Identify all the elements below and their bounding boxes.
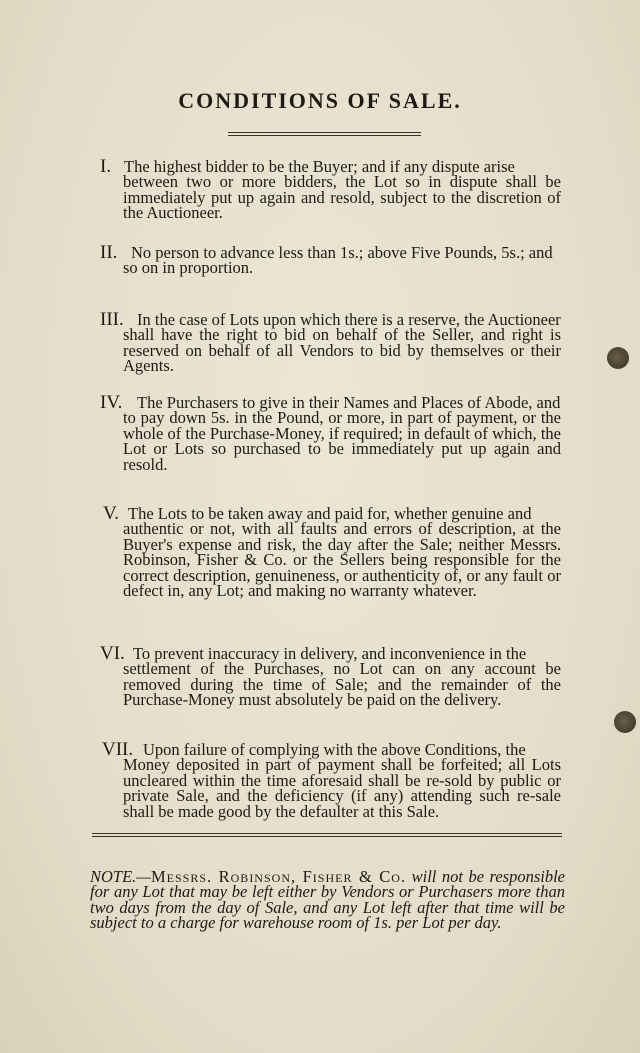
- condition-numeral: II.: [100, 242, 118, 263]
- condition-numeral: I.: [100, 156, 112, 177]
- title-rule: [228, 132, 421, 136]
- condition-first-line: No person to advance less than 1s.; above Five Pounds, 5s.; and: [131, 243, 553, 262]
- condition-text: settlement of the Purchases, no Lot can on any account be removed during the time of Sale; and the remainder of the Purchase-Money must absolutely be paid on the delivery.: [123, 659, 561, 710]
- condition-first-line: To prevent inaccuracy in delivery, and inconvenience in the: [133, 644, 527, 663]
- binding-hole: [607, 347, 629, 369]
- condition-numeral: IV.: [100, 392, 123, 413]
- condition-numeral: VII.: [102, 739, 134, 760]
- condition-first-line: The Purchasers to give in their Names and Places of Abode, and: [137, 393, 561, 412]
- page-title: CONDITIONS OF SALE.: [178, 88, 462, 113]
- binding-hole: [614, 711, 636, 733]
- condition-numeral: III.: [100, 309, 124, 330]
- condition-text: to pay down 5s. in the Pound, or more, in part of payment, or the whole of the Purchase-Money, if required; in default of which, the Lot or Lots so purchased to be immediately put up again and resold.: [123, 408, 561, 474]
- note-paragraph: [90, 866, 565, 933]
- note-rule: [92, 833, 562, 837]
- condition-first-line: Upon failure of complying with the above Conditions, the: [143, 740, 526, 759]
- condition-numeral: V.: [103, 503, 120, 524]
- condition-first-line: The Lots to be taken away and paid for, whether genuine and: [128, 504, 532, 523]
- condition-text: authentic or not, with all faults and errors of description, at the Buyer's expense and risk, the day after the Sale; neither Messrs. Robinson, Fisher & Co. or the Sellers being responsible for the correct description, genuineness, or authenticity of, or any fault or defect in, any Lot; and making no warranty whatever.: [123, 519, 561, 601]
- condition-text: between two or more bidders, the Lot so in dispute shall be immediately put up again and resold, subject to the discretion of the Auctioneer.: [123, 172, 561, 223]
- note-text: will not be responsible for any Lot that may be left either by Vendors or Purchasers more than two days from the day of Sale, and any Lot left after that time will be subject to a charge for warehouse room of 1s. per Lot per day.: [90, 866, 565, 933]
- condition-first-line: The highest bidder to be the Buyer; and if any dispute arise: [124, 157, 515, 176]
- condition-text: shall have the right to bid on behalf of the Seller, and right is reserved on behalf of all Vendors to bid by themselves or their Agents.: [123, 325, 561, 376]
- note-firm: Messrs. Robinson, Fisher & Co.: [150, 866, 407, 886]
- condition-numeral: VI.: [100, 643, 125, 664]
- condition-text: so on in proportion.: [123, 258, 254, 277]
- condition-text: Money deposited in part of payment shall be forfeited; all Lots uncleared within the time aforesaid shall be re-sold by public or private Sale, and the deficiency (if any) attending such re-sale shall be made good by the defaulter at this Sale.: [123, 755, 561, 821]
- condition-first-line: In the case of Lots upon which there is a reserve, the Auctioneer: [137, 310, 561, 329]
- note-label: NOTE.—: [90, 866, 151, 886]
